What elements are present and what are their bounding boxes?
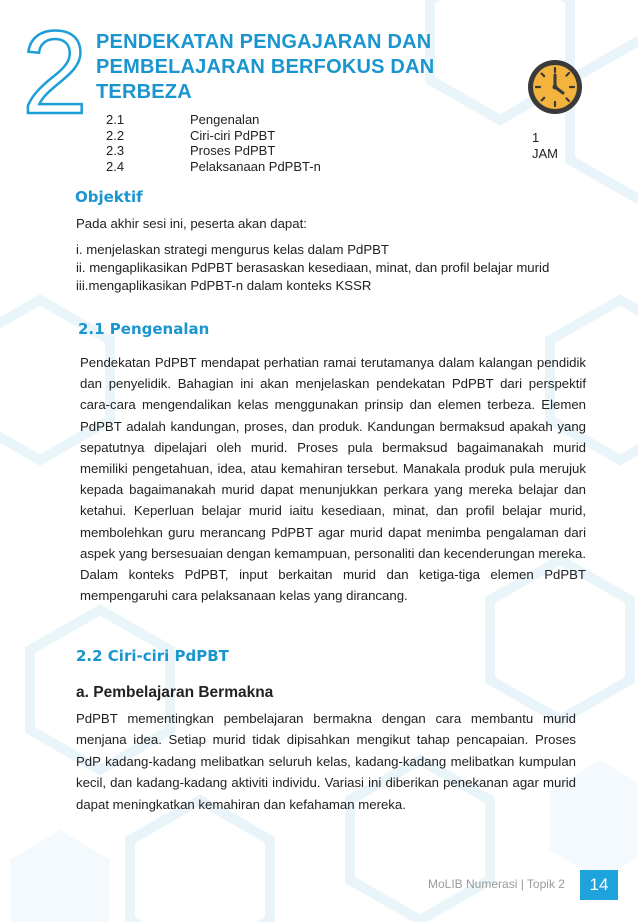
duration-value: 1	[532, 130, 540, 145]
ciri-body: PdPBT mementingkan pembelajaran bermakna dengan cara membantu murid menjana idea. Setiap murid tidak dipisahkan mengikut tahap pencapaian. Proses PdP kadang-kadang melibatkan seluruh kelas, kadang-kadang melibatkan kumpulan kecil, dan kadang-kadang aktiviti individu. Variasi ini diberikan penekanan agar murid dapat meningkatkan kemahiran dan kefahaman mereka.	[76, 711, 576, 812]
duration-unit: JAM	[532, 146, 558, 161]
subtopic-item	[106, 159, 321, 175]
subtopic-item	[106, 128, 321, 144]
subtopic-label: Pelaksanaan PdPBT-n	[190, 158, 321, 174]
subtopic-number: 2.4	[106, 158, 125, 174]
objektif-heading: Objektif	[75, 188, 143, 206]
subtopic-label: Pengenalan	[190, 112, 260, 127]
subtopic-number: 2.1	[106, 112, 125, 127]
clock-icon	[526, 58, 584, 116]
objektif-intro: Pada akhir sesi ini, peserta akan dapat:	[76, 216, 307, 231]
ciri-subheading: a. Pembelajaran Bermakna	[76, 684, 274, 701]
subtopic-label: Proses PdPBT	[190, 143, 276, 158]
objektif-item: ii. mengaplikasikan PdPBT berasaskan kesediaan, minat, dan profil belajar murid	[76, 260, 550, 275]
subtopic-number: 2.3	[106, 143, 125, 158]
ciri-heading: 2.2 Ciri-ciri PdPBT	[76, 647, 229, 665]
chapter-number: 2	[22, 7, 88, 139]
pengenalan-heading: 2.1 Pengenalan	[78, 320, 210, 338]
page-number: 14	[580, 870, 618, 900]
footer-label: MoLIB Numerasi | Topik 2	[428, 877, 565, 891]
subtopic-item	[106, 143, 321, 159]
subtopic-list	[106, 112, 321, 174]
duration	[532, 130, 558, 162]
subtopic-number: 2.2	[106, 127, 125, 143]
chapter-title: PENDEKATAN PENGAJARAN DAN PEMBELAJARAN BERFOKUS DAN TERBEZA	[96, 31, 435, 103]
objektif-item: i. menjelaskan strategi mengurus kelas dalam PdPBT	[76, 242, 389, 257]
subtopic-label: Ciri-ciri PdPBT	[190, 127, 276, 143]
subtopic-item	[106, 112, 321, 128]
objektif-item: iii.mengaplikasikan PdPBT-n dalam konteks KSSR	[76, 278, 372, 293]
pengenalan-body: Pendekatan PdPBT mendapat perhatian ramai terutamanya dalam kalangan pendidik dan penyelidik. Bahagian ini akan menjelaskan pendekatan PdPBT dari perspektif cara-cara mengendalikan kelas menggunakan prinsip dan elemen terbeza. Elemen PdPBT adalah kandungan, proses, dan produk. Kandungan bermaksud apakah yang sepatutnya dipelajari oleh murid. Proses pula bermaksud bagaimanakah murid memiliki pengetahuan, idea, atau kemahiran tersebut. Manakala produk pula merujuk kepada bagaimanakah murid dapat menunjukkan perkara yang mereka belajar dan ketahui. Keperluan belajar murid iaitu kesediaan, minat, dan profil belajar murid, membolehkan guru merancang PdPBT agar murid dapat menimba pengalaman dari aspek yang bersesuaian dengan kemampuan, personaliti dan kecenderungan mereka. Dalam konteks PdPBT, input berkaitan murid dan ketiga-tiga elemen PdPBT mempengaruhi cara pelaksanaan kelas yang dirancang.	[80, 355, 586, 604]
